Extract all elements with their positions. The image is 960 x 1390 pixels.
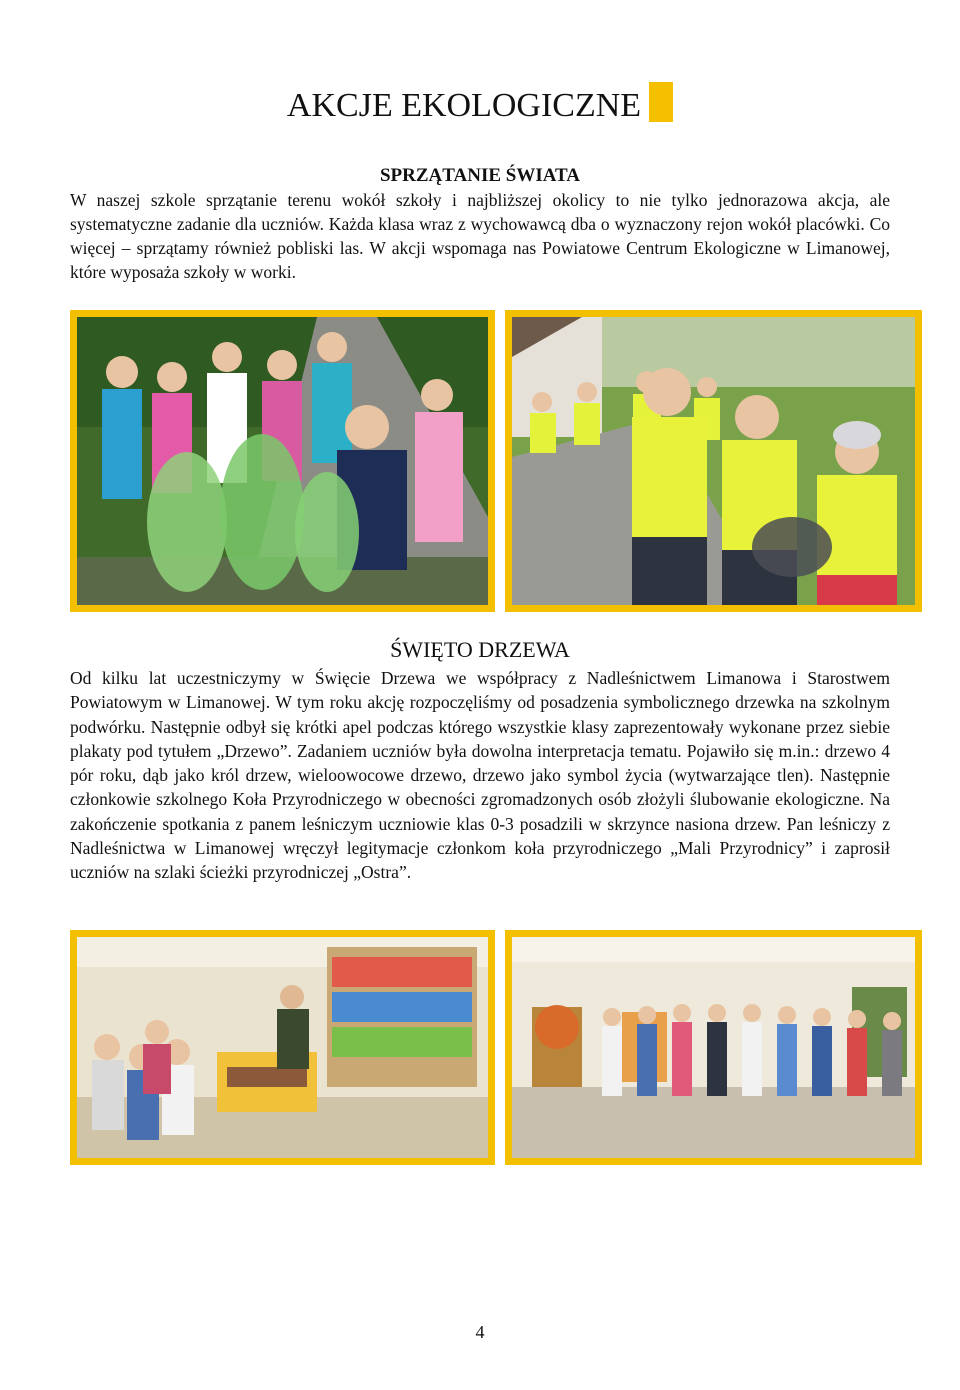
photo-classroom-forester-image: [77, 937, 488, 1158]
photo-corridor-pledge: [505, 930, 922, 1165]
section-heading-sprzatanie: SPRZĄTANIE ŚWIATA: [379, 165, 581, 186]
page-number: 4: [475, 1322, 485, 1342]
section-text-swieto-drzewa: Od kilku lat uczestniczymy w Święcie Drzewa we współpracy z Nadleśnictwem Limanowa i Starostwem Powiatowym w Limanowej. W tym roku akcję rozpoczęliśmy od posadzenia symbolicznego drzewka na szkolnym podwórku. Następnie odbył się krótki apel podczas którego wszystkie klasy zaprezentowały wykonane przez siebie plakaty pod tytułem „Drzewo”. Zadaniem uczniów była dowolna interpretacja tematu. Pojawiło się m.in.: drzewo 4 pór roku, dąb jako król drzew, wieloowocowe drzewo, drzewo jako symbol życia (wytwarzające tlen). Następnie członkowie szkolnego Koła Przyrodniczego w obecności zgromadzonych osób złożyli ślubowanie ekologiczne. Na zakończenie spotkania z panem leśniczym uczniowie klas 0-3 posadzili w skrzynce nasiona drzew. Pan leśniczy z Nadleśnictwa w Limanowej wręczył legitymacje członkom koła przyrodniczego „Mali Przyrodnicy” i zaprosił uczniów na szlaki ścieżki przyrodniczej „Ostra”.: [70, 668, 890, 883]
photo-children-with-bags: [70, 310, 495, 612]
photo-children-with-bags-image: [77, 317, 488, 605]
section-text-sprzatanie: W naszej szkole sprzątanie terenu wokół szkoły i najbliższej okolicy to nie tylko jednorazowa akcja, ale systematyczne zadanie dla uczniów. Każda klasa wraz z wychowawcą dba o wyznaczony rejon wokół placówki. Co więcej – sprzątamy również pobliski las. W akcji wspomaga nas Powiatowe Centrum Ekologiczne w Limanowej, które wyposaża szkoły w worki.: [70, 190, 890, 282]
photo-children-in-vests-image: [512, 317, 915, 605]
title-marker: [649, 82, 673, 122]
section-heading-swieto-drzewa: ŚWIĘTO DRZEWA: [390, 637, 570, 662]
page-title: AKCJE EKOLOGICZNE: [0, 82, 960, 128]
photo-children-in-vests: [505, 310, 922, 612]
photo-corridor-pledge-image: [512, 937, 915, 1158]
photo-classroom-forester: [70, 930, 495, 1165]
